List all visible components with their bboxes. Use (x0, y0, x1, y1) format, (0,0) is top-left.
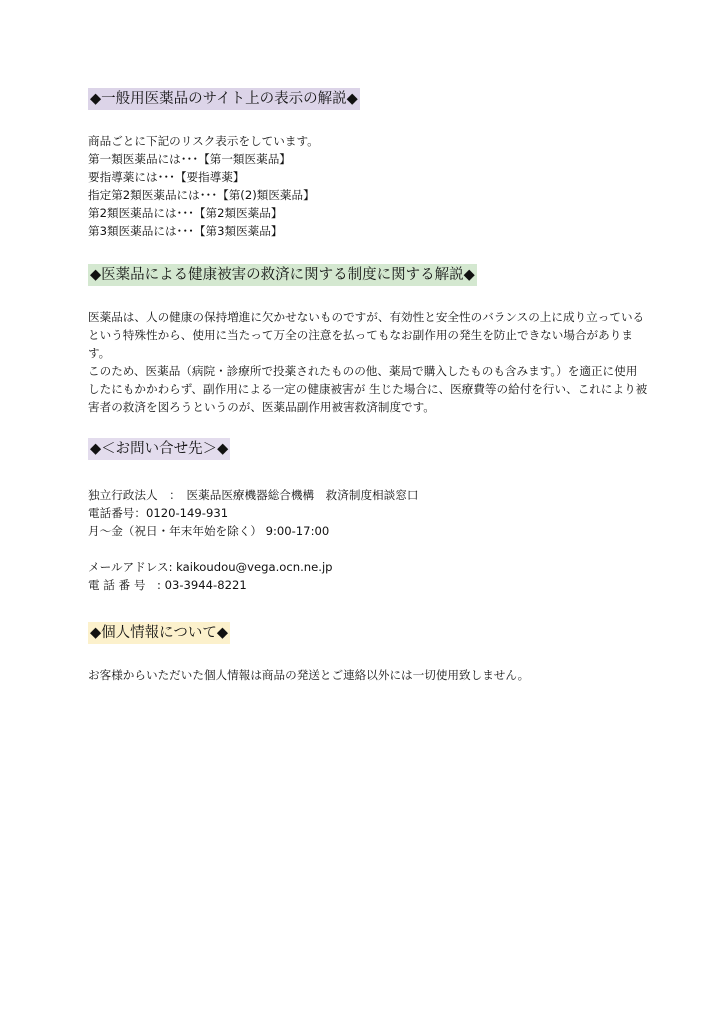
privacy-heading: ◆個人情報について◆ (88, 622, 230, 644)
risk-display-intro: 商品ごとに下記のリスク表示をしています。 (88, 134, 319, 148)
relief-system-heading: ◆医薬品による健康被害の救済に関する制度に関する解説◆ (88, 264, 477, 286)
contact-organization-info (88, 486, 648, 540)
risk-display-line-class2: 第2類医薬品には･･･【第2類医薬品】 (88, 206, 283, 220)
contact-organization-hours: 月～金（祝日・年末年始を除く） 9:00-17:00 (88, 524, 330, 538)
contact-shop-phone: 電 話 番 号 : 03-3944-8221 (88, 578, 247, 592)
risk-display-line-designated-class2: 指定第2類医薬品には･･･【第(2)類医薬品】 (88, 188, 315, 202)
contact-shop-info (88, 558, 648, 594)
contact-shop-email: メールアドレス: kaikoudou@vega.ocn.ne.jp (88, 560, 333, 574)
risk-display-heading: ◆一般用医薬品のサイト上の表示の解説◆ (88, 88, 360, 110)
document-page (88, 88, 648, 684)
risk-display-section (88, 88, 648, 240)
privacy-text: お客様からいただいた個人情報は商品の発送とご連絡以外には一切使用致しません。 (88, 668, 530, 682)
relief-system-paragraph-1: 医薬品は、人の健康の保持増進に欠かせないものですが、有効性と安全性のバランスの上に成り立っているという特殊性から、使用に当たって万全の注意を払ってもなお副作用の発生を防止できない場合があります。 (88, 310, 645, 360)
privacy-section (88, 622, 648, 684)
relief-system-paragraph-2: このため、医薬品（病院・診療所で投薬されたものの他、薬局で購入したものも含みます。）を適正に使用したにもかかわらず、副作用による一定の健康被害が 生じた場合に、医療費等の給付を行い、これにより被害者の救済を図ろうというのが、医薬品副作用被害救済制度です。 (88, 364, 648, 414)
risk-display-line-class3: 第3類医薬品には･･･【第3類医薬品】 (88, 224, 283, 238)
contact-section (88, 438, 648, 594)
relief-system-body (88, 308, 648, 416)
risk-display-line-class1: 第一類医薬品には･･･【第一類医薬品】 (88, 152, 291, 166)
contact-heading: ◆＜お問い合せ先＞◆ (88, 438, 230, 460)
contact-organization-phone: 電話番号：0120-149-931 (88, 506, 229, 520)
risk-display-list (88, 132, 648, 240)
contact-organization-name: 独立行政法人 ： 医薬品医療機器総合機構 救済制度相談窓口 (88, 488, 419, 502)
risk-display-line-guidance: 要指導薬には･･･【要指導薬】 (88, 170, 245, 184)
relief-system-section (88, 264, 648, 416)
